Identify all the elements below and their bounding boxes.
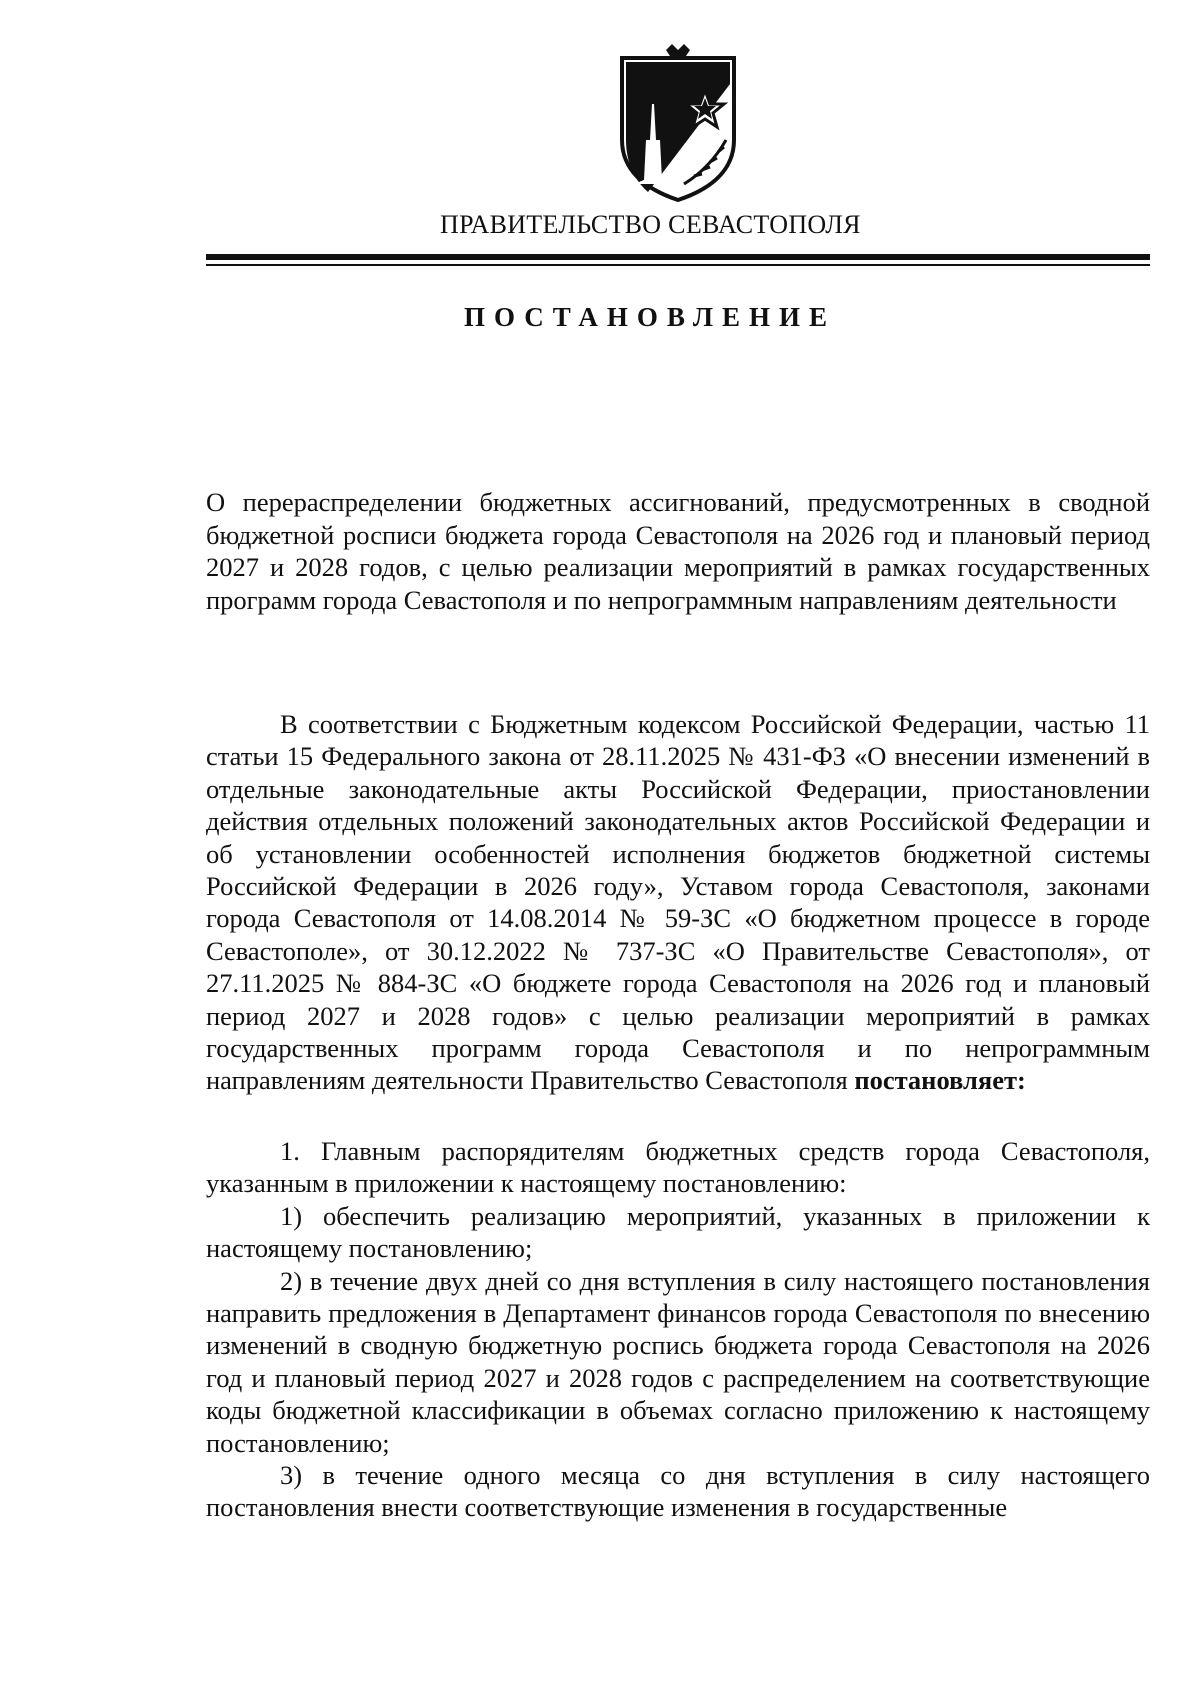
header-rule-thick: [206, 254, 1150, 260]
item-1-sub-1: 1) обеспечить реализацию мероприятий, указанных в приложении к настоящему постановлению;: [206, 1200, 1150, 1264]
header-rule-thin: [206, 264, 1150, 266]
sevastopol-coat-of-arms-icon: [614, 44, 742, 204]
organization-title: ПРАВИТЕЛЬСТВО СЕВАСТОПОЛЯ: [440, 210, 861, 239]
document-subject: О перераспределении бюджетных ассигнований, предусмотренных в сводной бюджетной росписи бюджета города Севастополя на 2026 год и плановый период 2027 и 2028 годов, с целью реализации мероприятий в рамках государственных программ города Севастополя и по непрограммным направлениям деятельности: [206, 487, 1150, 615]
item-1-sub-2: 2) в течение двух дней со дня вступления в силу настоящего постановления направить предложения в Департамент финансов города Севастополя по внесению изменений в сводную бюджетную роспись бюджета города Севастополя на 2026 год и плановый период 2027 и 2028 годов с распределением на соответствующие коды бюджетной классификации в объемах согласно приложению к настоящему постановлению;: [206, 1265, 1150, 1458]
document-type-heading: ПОСТАНОВЛЕНИЕ: [463, 302, 837, 332]
preamble-paragraph: [206, 708, 1150, 1097]
document-body: [206, 708, 1150, 1524]
item-1: 1. Главным распорядителям бюджетных средств города Севастополя, указанным в приложении к настоящему постановлению:: [206, 1135, 1150, 1199]
preamble-text: В соответствии с Бюджетным кодексом Российской Федерации, частью 11 статьи 15 Федерального закона от 28.11.2025 № 431-ФЗ «О внесении изменений в отдельные законодательные акты Российской Федерации, приостановлении действия отдельных положений законодательных актов Российской Федерации и об установлении особенностей исполнения бюджетов бюджетной системы Российской Федерации в 2026 году», Уставом города Севастополя, законами города Севастополя от 14.08.2014 № 59-ЗС «О бюджетном процессе в городе Севастополе», от 30.12.2022 № 737-ЗС «О Правительстве Севастополя», от 27.11.2025 № 884-ЗС «О бюджете города Севастополя на 2026 год и плановый период 2027 и 2028 годов» с целью реализации мероприятий в рамках государственных программ города Севастополя и по непрограммным направлениям деятельности Правительство Севастополя: [206, 709, 1150, 1096]
preamble-keyword: постановляет:: [854, 1065, 1026, 1096]
item-1-sub-3: 3) в течение одного месяца со дня вступления в силу настоящего постановления внести соответствующие изменения в государственные: [206, 1459, 1150, 1523]
